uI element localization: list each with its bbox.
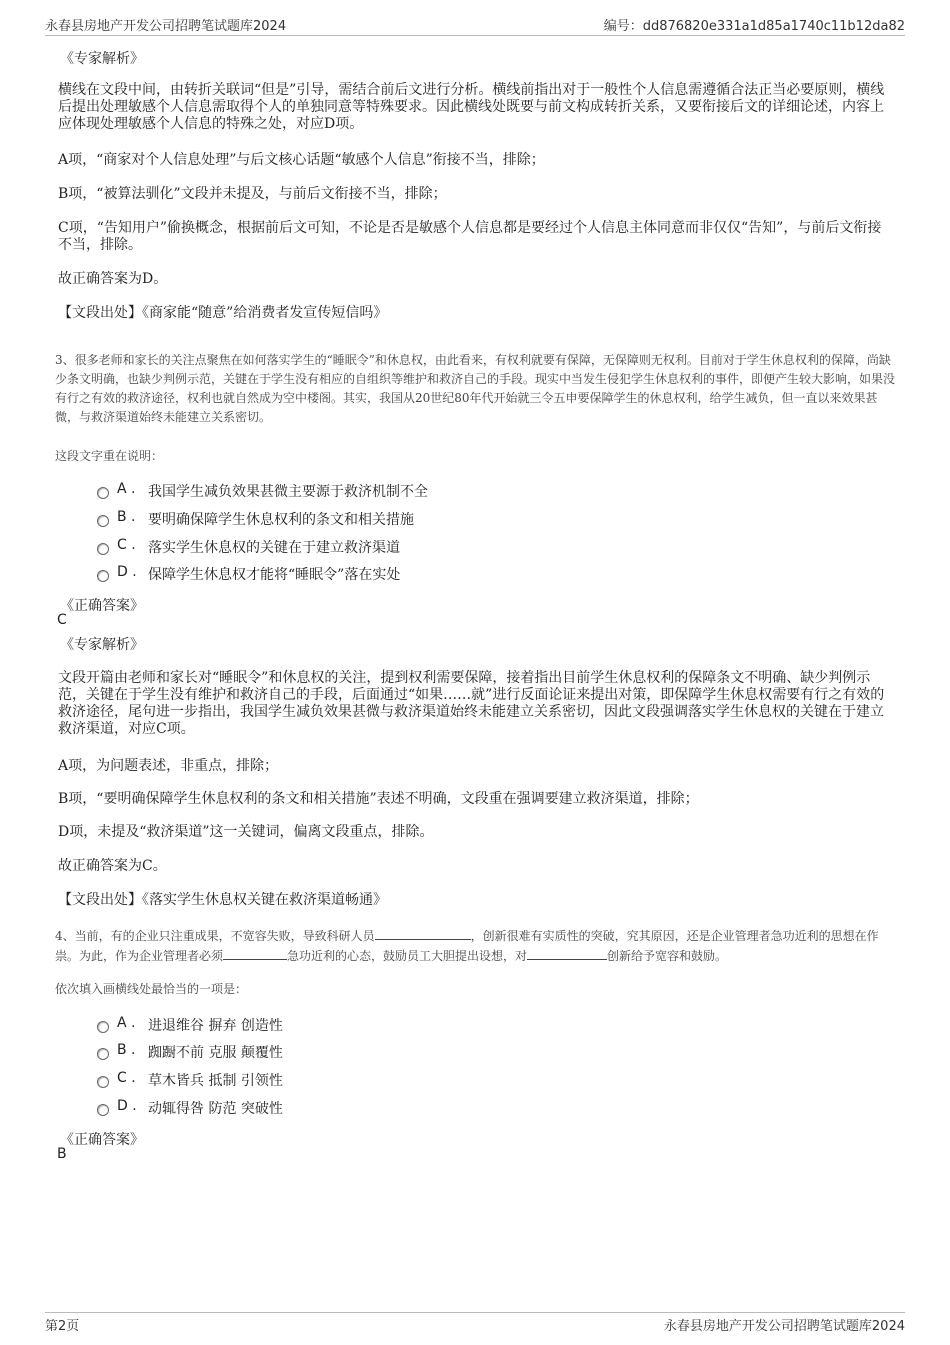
q2-analysis-paragraph: 横线在文段中间，由转折关联词“但是”引导，需结合前后文进行分析。横线前指出对于一般性个人信息需遵循合法正当必要原则，横线后提出处理敏感个人信息需取得个人的单独同意等特殊要求。因此横线处既要与前文构成转折关系，又要衔接后文的详细论述，内容上应体现处理敏感个人信息的特殊之处，对应D项。	[58, 82, 885, 132]
q4-text-part: ，创新很难有实质性的突破，究其原因，还是企业管理者急功近利的思想在作祟。为此，作为企业管理者必须	[55, 929, 879, 963]
q3-source: 【文段出处】《落实学生休息权关键在救济渠道畅通》	[58, 892, 387, 908]
footer-title: 永春县房地产开发公司招聘笔试题库2024	[663, 1319, 905, 1334]
q4-answer: B	[57, 1146, 67, 1162]
option-letter: C .	[117, 1070, 136, 1086]
radio-button[interactable]	[97, 1104, 109, 1116]
radio-button[interactable]	[97, 487, 109, 499]
option-letter: C .	[117, 537, 136, 553]
fill-blank-2	[223, 946, 287, 960]
header-title: 永春县房地产开发公司招聘笔试题库2024	[45, 19, 287, 34]
option-text: 落实学生休息权的关键在于建立救济渠道	[148, 540, 400, 556]
q4-stem: 依次填入画横线处最恰当的一项是：	[55, 982, 248, 996]
option-text: 动辄得咎 防范 突破性	[148, 1101, 283, 1117]
q2-answer-statement: 故正确答案为D。	[58, 271, 168, 287]
q2-option-a-analysis: A项，“商家对个人信息处理”与后文核心话题“敏感个人信息”衔接不当，排除；	[58, 152, 545, 168]
option-text: 要明确保障学生休息权利的条文和相关措施	[148, 512, 414, 528]
q2-source: 【文段出处】《商家能“随意”给消费者发宣传短信吗》	[58, 305, 388, 321]
radio-button[interactable]	[97, 1048, 109, 1060]
option-text: 我国学生减负效果甚微主要源于救济机制不全	[148, 484, 428, 500]
page-footer	[45, 1312, 905, 1335]
q4-answer-label: 《正确答案》	[60, 1132, 144, 1148]
q4-text-part: 4、当前，有的企业只注重成果，不宽容失败，导致科研人员	[55, 929, 375, 943]
q3-answer-statement: 故正确答案为C。	[58, 858, 167, 874]
radio-button[interactable]	[97, 1076, 109, 1088]
page-header	[45, 13, 905, 36]
q3-option-b-analysis: B项，“要明确保障学生休息权利的条文和相关措施”表述不明确，文段重在强调要建立救济渠道，排除；	[58, 791, 699, 807]
radio-button[interactable]	[97, 515, 109, 527]
option-letter: A .	[117, 481, 136, 497]
option-letter: B .	[117, 509, 136, 525]
fill-blank-1	[375, 926, 471, 940]
q4-text-part: 急功近利的心态，鼓励员工大胆提出设想，对	[287, 949, 528, 963]
q2-option-b-analysis: B项，“被算法驯化”文段并未提及，与前后文衔接不当，排除；	[58, 186, 447, 202]
option-text: 踟蹰不前 克服 颠覆性	[148, 1045, 283, 1061]
option-letter: D .	[117, 1098, 137, 1114]
q3-question-text: 3、很多老师和家长的关注点聚焦在如何落实学生的“睡眠令”和休息权，由此看来，有权利就要有保障，无保障则无权利。目前对于学生休息权利的保障，尚缺少条文明确，也缺少判例示范，关键在于学生没有相应的自组织等维护和救济自己的手段。现实中当发生侵犯学生休息权利的事件，即便产生较大影响，如果没有行之有效的救济途径，权利也就自然成为空中楼阁。其实，我国从20世纪80年代开始就三令五申要保障学生的休息权利，给学生减负，但一直以来效果甚微，与救济渠道始终未能建立关系密切。	[55, 353, 896, 424]
option-text: 保障学生休息权才能将“睡眠令”落在实处	[148, 567, 401, 583]
radio-button[interactable]	[97, 543, 109, 555]
option-letter: B .	[117, 1042, 136, 1058]
q3-stem: 这段文字重在说明：	[55, 449, 164, 463]
q3-analysis-label: 《专家解析》	[60, 637, 144, 653]
fill-blank-3	[527, 946, 607, 960]
q2-analysis-label: 《专家解析》	[60, 51, 144, 67]
q4-text-part: 创新给予宽容和鼓励。	[607, 949, 728, 963]
radio-button[interactable]	[97, 1021, 109, 1033]
q2-option-c-analysis: C项，“告知用户”偷换概念，根据前后文可知，不论是否是敏感个人信息都是要经过个人信息主体同意而非仅仅“告知”，与前后文衔接不当，排除。	[58, 220, 882, 253]
q3-analysis-paragraph: 文段开篇由老师和家长对“睡眠令”和休息权的关注，提到权利需要保障，接着指出目前学生休息权利的保障条文不明确、缺少判例示范，关键在于学生没有维护和救济自己的手段，后面通过“如果……就”进行反面论证来提出对策，即保障学生休息权需要有行之有效的救济途径，尾句进一步指出，我国学生减负效果甚微与救济渠道始终未能建立关系密切，因此文段强调落实学生休息权的关键在于建立救济渠道，对应C项。	[58, 670, 885, 737]
option-letter: D .	[117, 564, 137, 580]
q3-option-a-analysis: A项，为问题表述，非重点，排除；	[58, 758, 279, 774]
q3-answer: C	[57, 612, 67, 628]
radio-button[interactable]	[97, 570, 109, 582]
q3-answer-label: 《正确答案》	[60, 598, 144, 614]
option-letter: A .	[117, 1015, 136, 1031]
page-number: 第2页	[45, 1319, 80, 1334]
q4-question-text	[55, 926, 895, 966]
option-text: 草木皆兵 抵制 引领性	[148, 1073, 283, 1089]
header-doc-id: 编号：dd876820e331a1d85a1740c11b12da82	[603, 19, 905, 34]
q3-option-d-analysis: D项，未提及“救济渠道”这一关键词，偏离文段重点，排除。	[58, 824, 434, 840]
option-text: 进退维谷 摒弃 创造性	[148, 1018, 283, 1034]
